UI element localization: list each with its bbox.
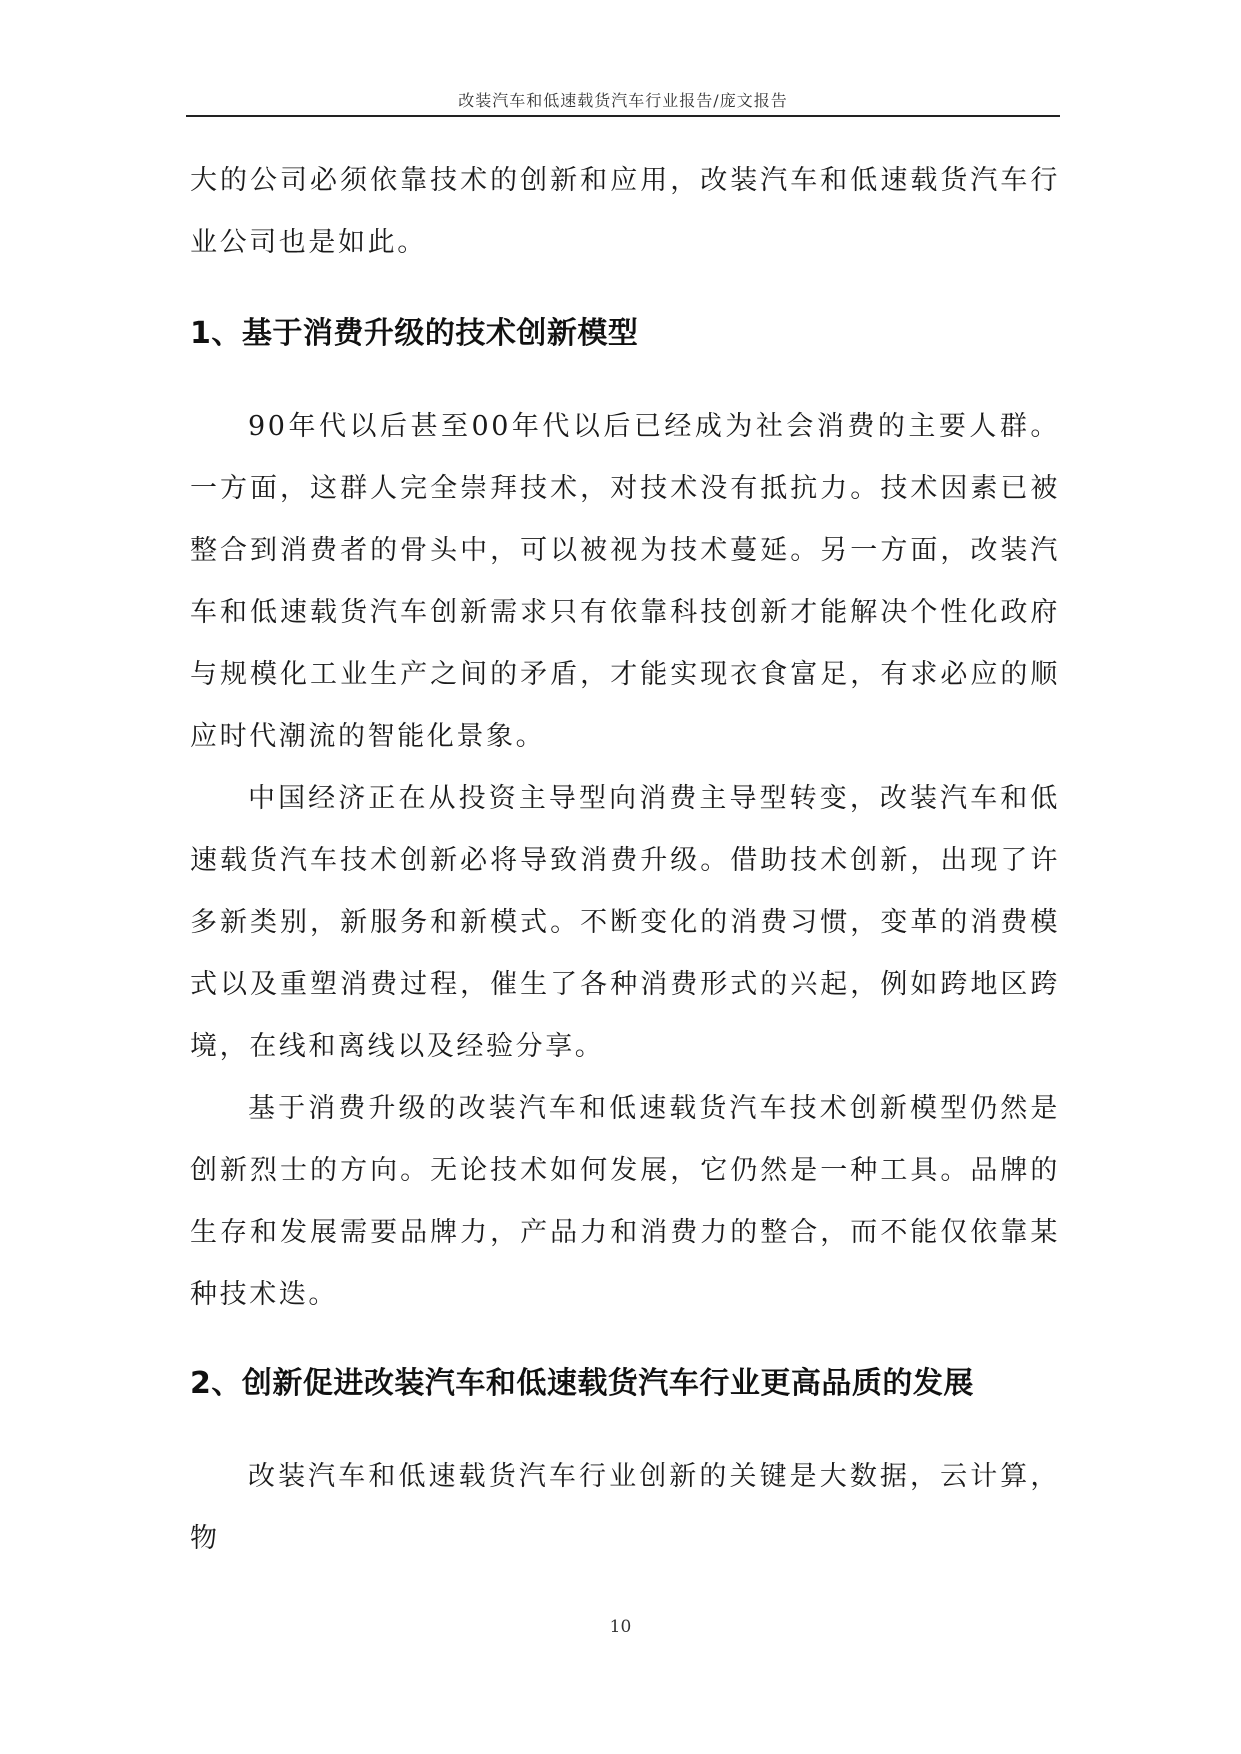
continuation-paragraph: 大的公司必须依靠技术的创新和应用，改装汽车和低速载货汽车行业公司也是如此。: [190, 165, 1060, 258]
page-number: 10: [609, 1617, 632, 1637]
body-paragraph: 基于消费升级的改装汽车和低速载货汽车技术创新模型仍然是创新烈士的方向。无论技术如何发展，它仍然是一种工具。品牌的生存和发展需要品牌力，产品力和消费力的整合，而不能仅依靠某种技术迭。: [190, 1093, 1060, 1310]
body-paragraph: 改装汽车和低速载货汽车行业创新的关键是大数据，云计算，物: [190, 1461, 1060, 1554]
body-paragraph: 90年代以后甚至00年代以后已经成为社会消费的主要人群。一方面，这群人完全崇拜技术，对技术没有抵抗力。技术因素已被整合到消费者的骨头中，可以被视为技术蔓延。另一方面，改装汽车和低速载货汽车创新需求只有依靠科技创新才能解决个性化政府与规模化工业生产之间的矛盾，才能实现衣食富足，有求必应的顺应时代潮流的智能化景象。: [190, 411, 1060, 752]
header-divider: [186, 115, 1060, 117]
running-header: 改装汽车和低速载货汽车行业报告/庞文报告: [458, 91, 788, 110]
page-body: [190, 150, 1060, 1570]
section-heading-1: 1、基于消费升级的技术创新模型: [190, 316, 639, 351]
section-heading-2: 2、创新促进改装汽车和低速载货汽车行业更高品质的发展: [190, 1366, 974, 1401]
body-paragraph: 中国经济正在从投资主导型向消费主导型转变，改装汽车和低速载货汽车技术创新必将导致消费升级。借助技术创新，出现了许多新类别，新服务和新模式。不断变化的消费习惯，变革的消费模式以及重塑消费过程，催生了各种消费形式的兴起，例如跨地区跨境，在线和离线以及经验分享。: [190, 783, 1060, 1062]
